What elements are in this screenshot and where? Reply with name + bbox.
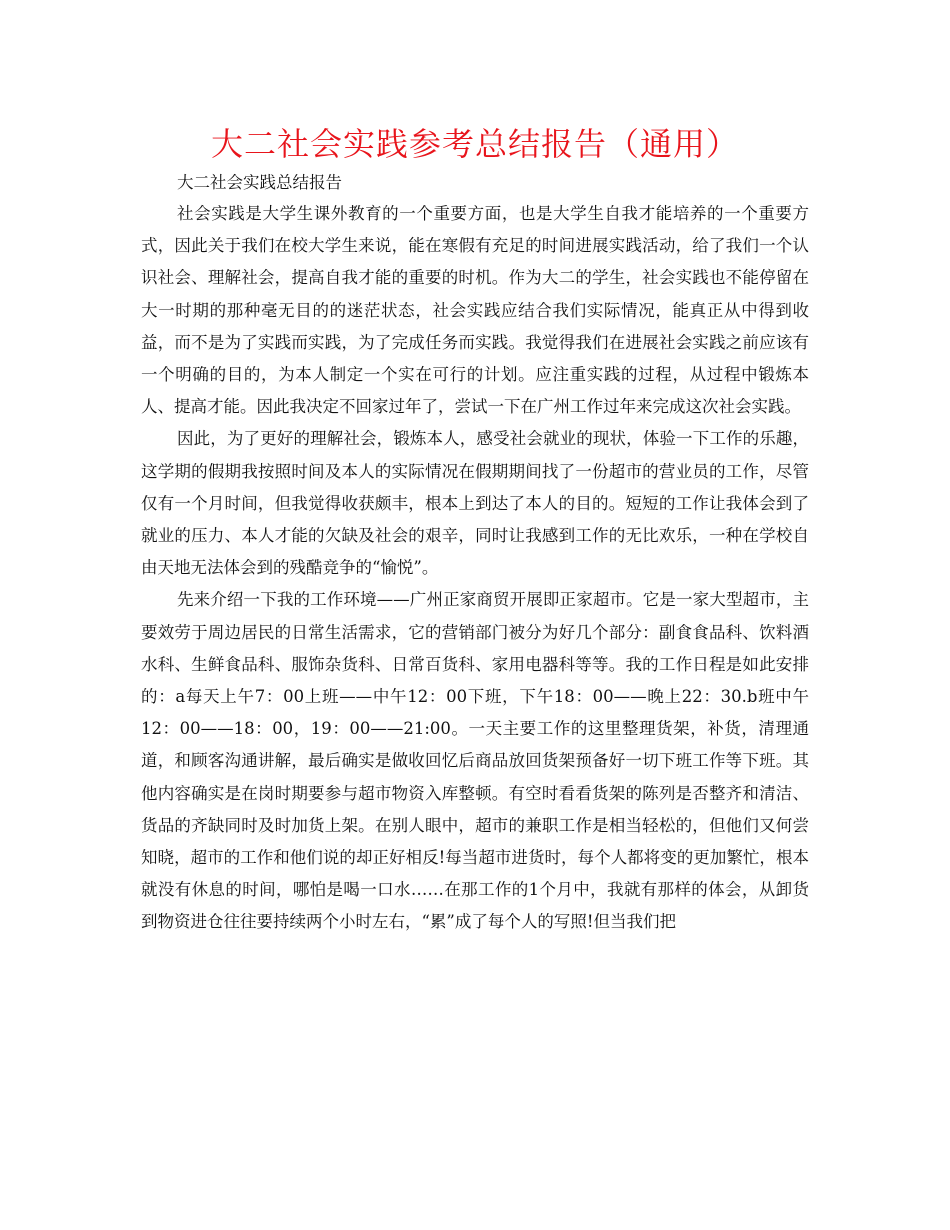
document-subtitle: 大二社会实践总结报告 xyxy=(177,173,342,192)
document-title: 大二社会实践参考总结报告（通用） xyxy=(210,125,739,163)
paragraph-1: 社会实践是大学生课外教育的一个重要方面，也是大学生自我才能培养的一个重要方式，因此关于我们在校大学生来说，能在寒假有充足的时间进展实践活动，给了我们一个认识社会、理解社会，提高自我才能的重要的时机。作为大二的学生，社会实践也不能停留在大一时期的那种毫无目的的迷茫状态，社会实践应结合我们实际情况，能真正从中得到收益，而不是为了实践而实践，为了完成任务而实践。我觉得我们在进展社会实践之前应该有一个明确的目的，为本人制定一个实在可行的计划。应注重实践的过程，从过程中锻炼本人、提高才能。因此我决定不回家过年了，尝试一下在广州工作过年来完成这次社会实践。 xyxy=(141,204,809,417)
paragraph-2: 因此，为了更好的理解社会，锻炼本人，感受社会就业的现状，体验一下工作的乐趣，这学期的假期我按照时间及本人的实际情况在假期期间找了一份超市的营业员的工作，尽管仅有一个月时间，但我觉得收获颇丰，根本上到达了本人的目的。短短的工作让我体会到了就业的压力、本人才能的欠缺及社会的艰辛，同时让我感到工作的无比欢乐，一种在学校自由天地无法体会到的残酷竞争的“愉悦”。 xyxy=(141,429,809,578)
document-body xyxy=(141,198,809,939)
paragraph-3: 先来介绍一下我的工作环境——广州正家商贸开展即正家超市。它是一家大型超市，主要效劳于周边居民的日常生活需求，它的营销部门被分为好几个部分：副食食品科、饮料酒水科、生鲜食品科、服饰杂货科、日常百货科、家用电器科等等。我的工作日程是如此安排的：a每天上午7：00上班——中午12：00下班，下午18：00——晚上22：30.b班中午12：00——18：00，19：00——21:00。一天主要工作的这里整理货架，补货，清理通道，和顾客沟通讲解，最后确实是做收回忆后商品放回货架预备好一切下班工作等下班。其他内容确实是在岗时期要参与超市物资入库整顿。有空时看看货架的陈列是否整齐和清洁、货品的齐缺同时及时加货上架。在别人眼中，超市的兼职工作是相当轻松的，但他们又何尝知晓，超市的工作和他们说的却正好相反!每当超市进货时，每个人都将变的更加繁忙，根本就没有休息的时间，哪怕是喝一口水……在那工作的1个月中，我就有那样的体会，从卸货到物资进仓往往要持续两个小时左右，“累”成了每个人的写照!但当我们把 xyxy=(141,590,809,932)
